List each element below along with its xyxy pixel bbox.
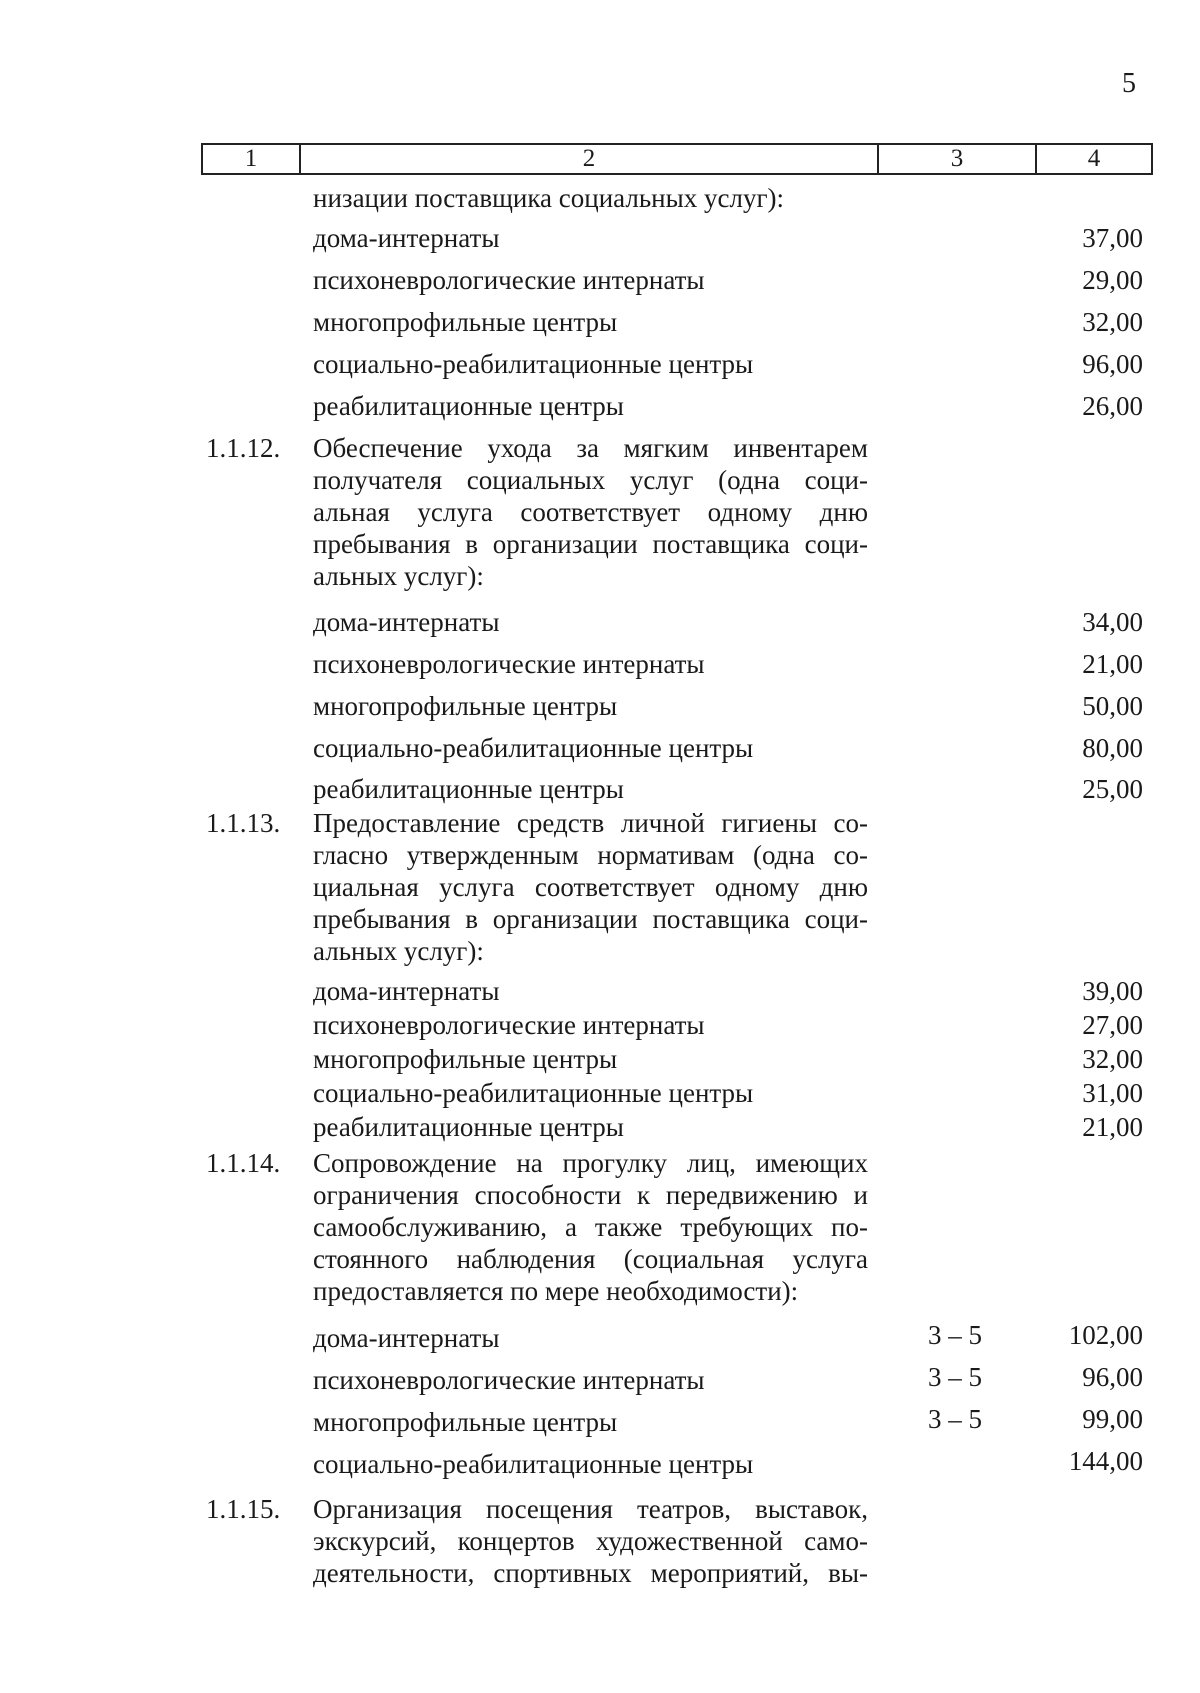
row-value: 37,00 [1082,223,1143,253]
row-value: 27,00 [1082,1010,1143,1040]
row-label: реабилитационные центры [313,774,624,804]
row-value: 34,00 [1082,607,1143,637]
item-text-line: альных услуг): [313,936,484,966]
row-value: 50,00 [1082,691,1143,721]
item-number: 1.1.13. [206,808,281,838]
item-text-line: гласно утвержденным нормативам (одна со- [313,840,868,870]
row-label: многопрофильные центры [313,1044,618,1074]
row-value: 21,00 [1082,1112,1143,1142]
continuation-text: низации поставщика социальных услуг): [313,183,785,213]
row-label: реабилитационные центры [313,1112,624,1142]
row-value: 29,00 [1082,265,1143,295]
row-label: дома-интернаты [313,976,500,1006]
item-text-line: альных услуг): [313,561,484,591]
row-value: 80,00 [1082,733,1143,763]
header-col-3: 3 [879,145,1037,173]
row-value: 102,00 [1068,1320,1143,1350]
row-label: реабилитационные центры [313,391,624,421]
row-value: 31,00 [1082,1078,1143,1108]
row-label: психоневрологические интернаты [313,265,705,295]
row-label: дома-интернаты [313,1323,500,1353]
item-text-line: Обеспечение ухода за мягким инвентарем [313,433,868,463]
row-value: 96,00 [1082,1362,1143,1392]
item-text-line: предоставляется по мере необходимости): [313,1276,799,1306]
row-label: многопрофильные центры [313,1407,618,1437]
item-text-line: пребывания в организации поставщика соци- [313,904,868,934]
row-value: 32,00 [1082,307,1143,337]
item-text-line: самообслуживанию, а также требующих по- [313,1212,868,1242]
row-value: 144,00 [1068,1446,1143,1476]
row-value: 32,00 [1082,1044,1143,1074]
item-text-line: стоянного наблюдения (социальная услуга [313,1244,868,1274]
row-label: социально-реабилитационные центры [313,349,754,379]
row-col3: 3 – 5 [928,1362,982,1392]
row-label: социально-реабилитационные центры [313,1449,754,1479]
row-value: 26,00 [1082,391,1143,421]
item-text-line: Предоставление средств личной гигиены со- [313,808,868,838]
item-text-line: ограничения способности к передвижению и [313,1180,868,1210]
item-text-line: деятельности, спортивных мероприятий, вы- [313,1558,868,1588]
item-text-line: экскурсий, концертов художественной само- [313,1526,868,1556]
row-label: психоневрологические интернаты [313,649,705,679]
row-label: дома-интернаты [313,607,500,637]
item-number: 1.1.15. [206,1494,281,1524]
row-label: многопрофильные центры [313,307,618,337]
row-label: социально-реабилитационные центры [313,1078,754,1108]
row-label: дома-интернаты [313,223,500,253]
row-label: психоневрологические интернаты [313,1010,705,1040]
header-col-1: 1 [203,145,301,173]
row-value: 99,00 [1082,1404,1143,1434]
item-text-line: пребывания в организации поставщика соци- [313,529,868,559]
item-number: 1.1.12. [206,433,281,463]
header-col-2: 2 [301,145,879,173]
item-number: 1.1.14. [206,1148,281,1178]
row-label: многопрофильные центры [313,691,618,721]
header-col-4: 4 [1087,145,1101,172]
row-value: 21,00 [1082,649,1143,679]
item-text-line: получателя социальных услуг (одна соци- [313,465,868,495]
row-value: 39,00 [1082,976,1143,1006]
row-value: 25,00 [1082,774,1143,804]
row-col3: 3 – 5 [928,1320,982,1350]
row-col3: 3 – 5 [928,1404,982,1434]
row-label: социально-реабилитационные центры [313,733,754,763]
item-text-line: альная услуга соответствует одному дню [313,497,868,527]
row-value: 96,00 [1082,349,1143,379]
page-number: 5 [1122,68,1136,99]
row-label: психоневрологические интернаты [313,1365,705,1395]
item-text-line: Сопровождение на прогулку лиц, имеющих [313,1148,868,1178]
item-text-line: циальная услуга соответствует одному дню [313,872,868,902]
item-text-line: Организация посещения театров, выставок, [313,1494,868,1524]
